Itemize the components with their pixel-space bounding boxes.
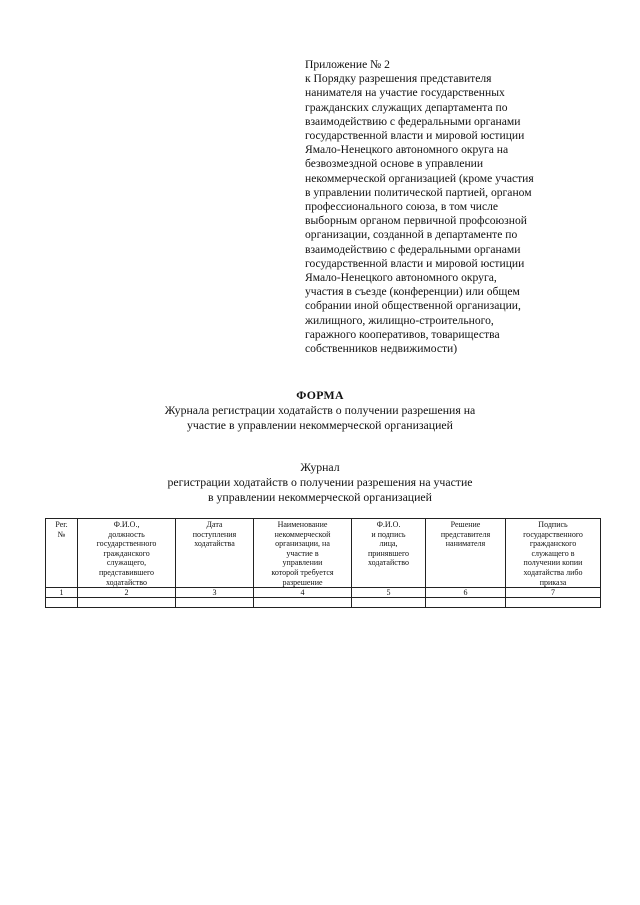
appendix-block (305, 58, 605, 356)
column-number: 7 (506, 588, 601, 598)
appendix-line: собрании иной общественной организации, (305, 299, 521, 313)
appendix-line: Ямало-Ненецкого автономного округа на (305, 143, 509, 157)
header-cell-decision: Решение представителя нанимателя (426, 519, 506, 588)
appendix-line: собственников недвижимости) (305, 342, 458, 356)
journal-subtitle-line: регистрации ходатайств о получении разрешения на участие (167, 475, 473, 489)
column-number: 5 (352, 588, 426, 598)
appendix-line: взаимодействию с федеральными органами (305, 242, 521, 256)
empty-cell (254, 598, 352, 608)
appendix-line: в управлении политической партией, органом (305, 185, 532, 199)
header-cell-signature: Подпись государственного гражданского служащего в получении копии ходатайства либо приказа (506, 519, 601, 588)
empty-cell (78, 598, 176, 608)
appendix-line: государственной власти и мировой юстиции (305, 129, 525, 143)
header-cell-organization: Наименование некоммерческой организации, на участие в управлении которой требуется разрешение (254, 519, 352, 588)
table-header-row (46, 519, 601, 588)
appendix-line: профессионального союза, в том числе (305, 200, 499, 214)
appendix-line: некоммерческой организацией (кроме участия (305, 171, 534, 185)
form-heading (0, 388, 640, 433)
appendix-line: гражданских служащих департамента по (305, 100, 508, 114)
table-row (46, 598, 601, 608)
appendix-line: участия в съезде (конференции) или общем (305, 285, 520, 299)
appendix-line: безвозмездной основе в управлении (305, 157, 484, 171)
appendix-line: нанимателя на участие государственных (305, 86, 505, 100)
appendix-line: Ямало-Ненецкого автономного округа, (305, 271, 497, 285)
form-title: ФОРМА (296, 388, 344, 402)
journal-subtitle-line: в управлении некоммерческой организацией (208, 490, 432, 504)
empty-cell (506, 598, 601, 608)
form-subtitle-line: Журнала регистрации ходатайств о получении разрешения на (164, 403, 476, 417)
appendix-line: Приложение № 2 (305, 58, 390, 71)
appendix-line: взаимодействию с федеральными органами (305, 114, 521, 128)
header-cell-reg-number: Рег. № (46, 519, 78, 588)
form-subtitle-line: участие в управлении некоммерческой организацией (187, 418, 453, 432)
column-number: 2 (78, 588, 176, 598)
register-table (45, 518, 601, 608)
appendix-line: выборным органом первичной профсоюзной (305, 214, 527, 228)
header-cell-receiver: Ф.И.О. и подпись лица, принявшего ходатайство (352, 519, 426, 588)
journal-heading (0, 460, 640, 505)
journal-title: Журнал (300, 460, 340, 474)
empty-cell (176, 598, 254, 608)
header-cell-employee: Ф.И.О., должность государственного гражданского служащего, представившего ходатайство (78, 519, 176, 588)
empty-cell (426, 598, 506, 608)
appendix-line: гаражного кооперативов, товарищества (305, 327, 500, 341)
appendix-line: жилищного, жилищно-строительного, (305, 313, 494, 327)
column-number: 6 (426, 588, 506, 598)
column-number-row (46, 588, 601, 598)
empty-cell (46, 598, 78, 608)
column-number: 3 (176, 588, 254, 598)
header-cell-date: Дата поступления ходатайства (176, 519, 254, 588)
appendix-line: организации, созданной в департаменте по (305, 228, 518, 242)
appendix-line: к Порядку разрешения представителя (305, 72, 492, 86)
appendix-line: государственной власти и мировой юстиции (305, 256, 525, 270)
column-number: 4 (254, 588, 352, 598)
column-number: 1 (46, 588, 78, 598)
empty-cell (352, 598, 426, 608)
